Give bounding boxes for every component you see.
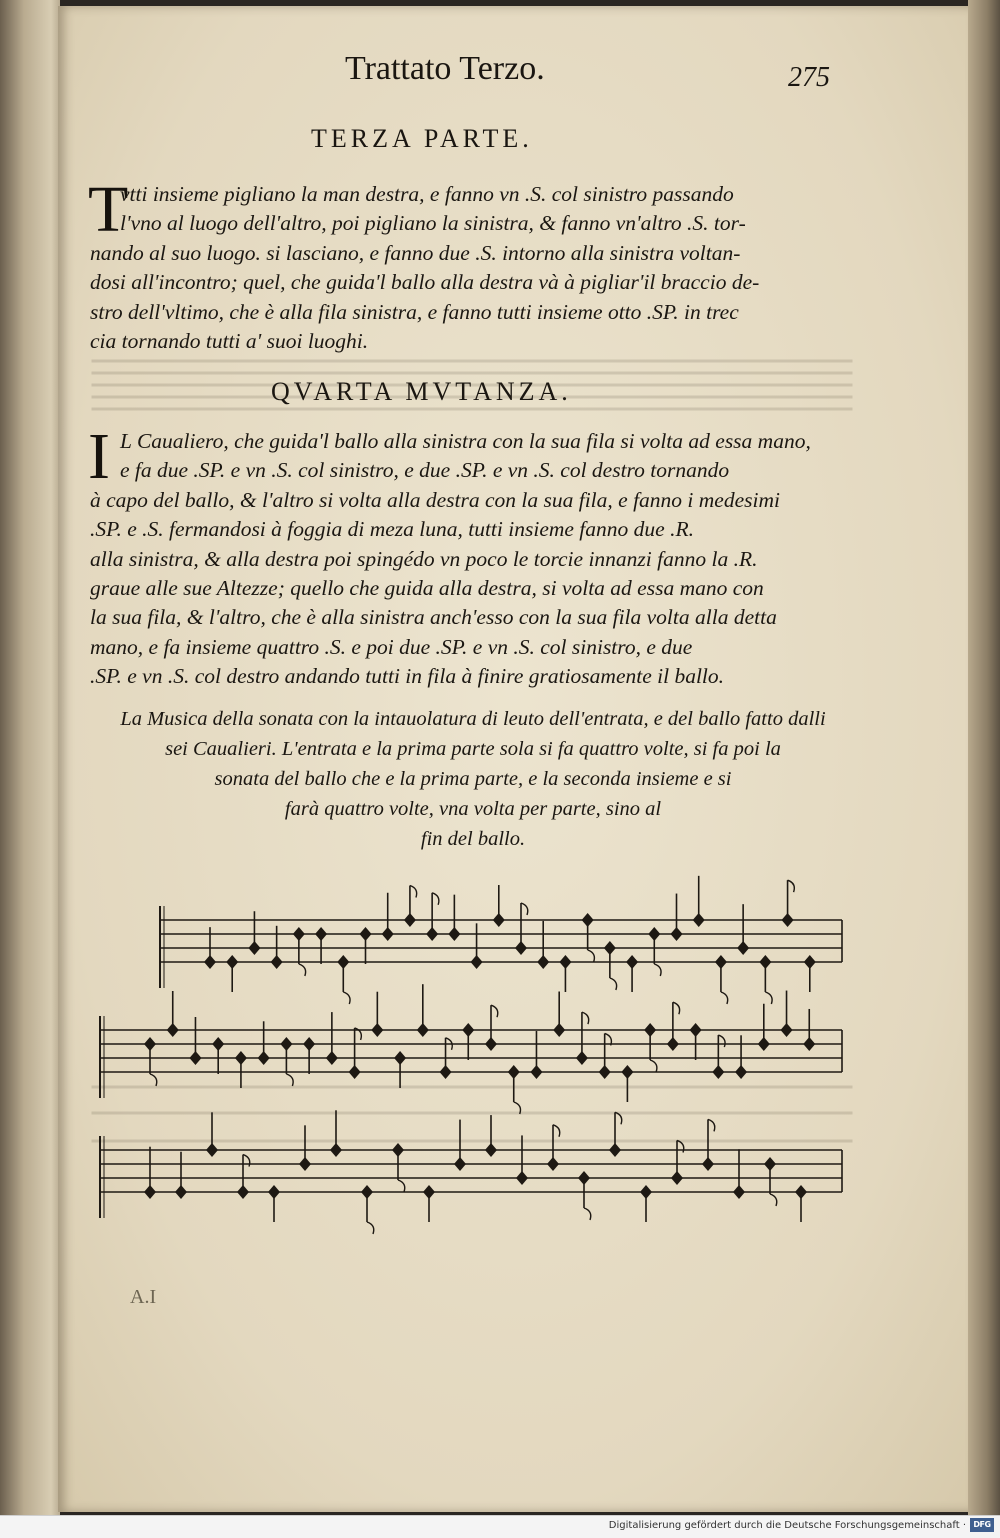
caption-line: fin del ballo.: [420, 828, 526, 850]
text-line: .SP. e vn .S. col destro andando tutti in fila à finire gratiosamente il ballo.: [90, 664, 725, 689]
left-page-edge: [0, 0, 60, 1515]
music-caption: [88, 704, 858, 854]
text-line: graue alle sue Altezze; quello che guida alla destra, si volta ad essa mano con: [90, 576, 764, 601]
page-number: 275: [788, 62, 830, 93]
text-line: dosi all'incontro; quel, che guida'l ballo alla destra và à pigliar'il braccio de-: [90, 270, 760, 295]
dfg-logo-icon: DFG: [970, 1518, 994, 1532]
text-line: cia tornando tutti a' suoi luoghi.: [90, 329, 369, 354]
text-line: L Caualiero, che guida'l ballo alla sinistra con la sua fila si volta ad essa mano,: [120, 429, 811, 453]
text-line: .SP. e .S. fermandosi à foggia di meza luna, tutti insieme fanno due .R.: [90, 517, 694, 542]
caption-line: sonata del ballo che e la prima parte, e la seconda insieme e si: [214, 768, 732, 790]
paragraph-terza-parte: [90, 180, 852, 356]
drop-cap: T: [88, 173, 129, 246]
text-line: mano, e fa insieme quattro .S. e poi due .SP. e vn .S. col sinistro, e due: [90, 634, 693, 659]
text-line: nando al suo luogo. si lasciano, e fanno due .S. intorno alla sinistra voltan-: [90, 240, 741, 265]
text-line: la sua fila, & l'altro, che è alla sinistra anch'esso con la sua fila volta alla detta: [90, 605, 777, 630]
text-line: vtti insieme pigliano la man destra, e fanno vn .S. col sinistro passando: [120, 182, 734, 206]
caption-line: farà quattro volte, vna volta per parte, sino al: [284, 798, 662, 820]
drop-cap: I: [88, 420, 110, 493]
caption-line: sei Caualieri. L'entrata e la prima parte sola si fa quattro volte, si fa poi la: [165, 738, 781, 760]
section-heading-terza-parte: TERZA PARTE.: [311, 124, 533, 153]
section-heading-quarta-mutanza: QVARTA MVTANZA.: [271, 377, 572, 406]
text-line: alla sinistra, & alla destra poi spingédo vn poco le torcie innanzi fanno la .R.: [90, 546, 758, 571]
text-line: à capo del ballo, & l'altro si volta alla destra con la sua fila, e fanno i medesimi: [90, 487, 780, 512]
text-line: l'vno al luogo dell'altro, poi pigliano la sinistra, & fanno vn'altro .S. tor-: [120, 211, 746, 236]
footer-credit: Digitalisierung gefördert durch die Deutsche Forschungsgemeinschaft ·: [608, 1520, 966, 1531]
right-binding-edge: [968, 0, 1000, 1515]
running-title: Trattato Terzo.: [345, 50, 545, 87]
paragraph-quarta-mutanza: [90, 427, 852, 692]
signature-mark: A.I: [130, 1286, 157, 1308]
text-line: e fa due .SP. e vn .S. col sinistro, e due .SP. e vn .S. col destro tornando: [120, 458, 730, 483]
caption-line: La Musica della sonata con la intauolatura di leuto dell'entrata, e del ballo fatto dalli: [120, 708, 826, 730]
text-line: stro dell'vltimo, che è alla fila sinistra, e fanno tutti insieme otto .SP. in trec: [90, 299, 739, 324]
